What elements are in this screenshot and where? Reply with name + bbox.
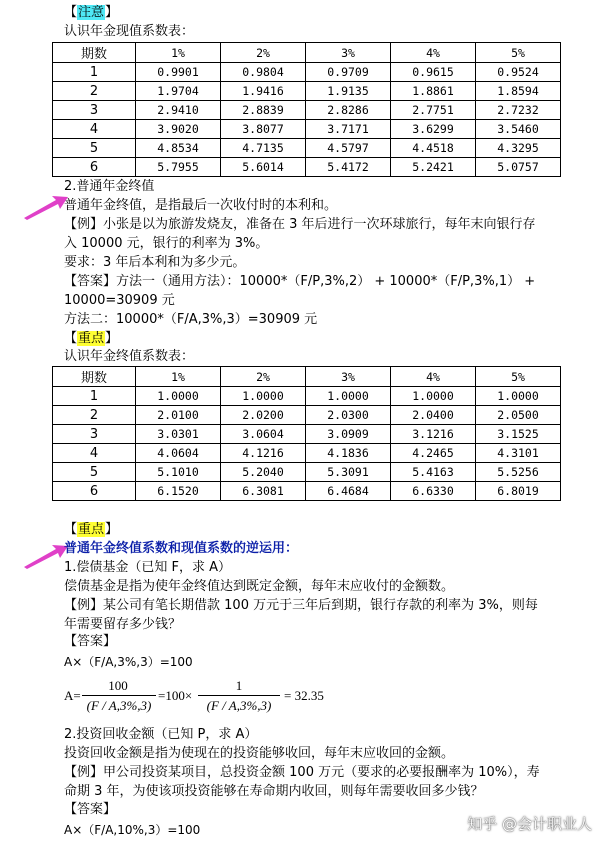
table-cell: 5 [53,463,136,482]
table-cell: 1.8594 [476,82,561,101]
table-header-cell: 1% [136,367,221,387]
table-cell: 2.0100 [136,406,221,425]
pointer-arrow-icon-2 [22,543,70,569]
table-cell: 4.1836 [306,444,391,463]
table-cell: 1 [53,63,136,82]
table-cell: 5.7955 [136,158,221,177]
fraction-result: = 32.35 [284,688,324,703]
table-cell: 3.5460 [476,120,561,139]
table-cell: 3.9020 [136,120,221,139]
table-cell: 4.0604 [136,444,221,463]
table-cell: 5.3091 [306,463,391,482]
table-cell: 1.0000 [306,387,391,406]
fraction-lhs: A= [64,688,81,703]
table-cell: 2.7751 [391,101,476,120]
table-cell: 1.0000 [136,387,221,406]
key-point-label-2: 重点 [78,522,105,537]
table-cell: 2.0500 [476,406,561,425]
fv-definition: 普通年金终值，是指最后一次收付时的本利和。 [64,198,338,213]
fraction-middle: =100× [158,688,193,703]
answer-tag: 【答案】 [64,274,117,289]
fv-heading: 2.普通年金终值 [64,179,155,194]
table-cell: 0.9901 [136,63,221,82]
equation-1: A×（F/A,3%,3）=100 [64,655,193,669]
table-row [53,406,561,425]
fv-table-intro: 认识年金终值系数表： [64,349,195,364]
table-cell: 4.3295 [476,139,561,158]
table-cell: 5.5256 [476,463,561,482]
example-tag-2: 【例】 [64,598,104,613]
table-cell: 6 [53,158,136,177]
example2-text: 某公司有笔长期借款 100 万元于三年后到期，银行存款的利率为 3%，则每 [103,598,538,613]
table-cell: 2.0200 [221,406,306,425]
table-header-cell: 3% [306,367,391,387]
answer-tag-2: 【答案】 [64,634,117,649]
reverse-use-title: 普通年金终值系数和现值系数的逆运用： [64,541,299,556]
table-cell: 1.0000 [391,387,476,406]
table-cell: 3.6299 [391,120,476,139]
example3-line-2: 命期 3 年，为使该项投资能够在寿命期内收回，则每年需要收回多少钱？ [64,784,484,799]
table-row [53,139,561,158]
table-cell: 6.3081 [221,482,306,501]
table-cell: 5 [53,139,136,158]
table-header-row [53,367,561,387]
table-header-cell: 5% [476,367,561,387]
table-cell: 6.8019 [476,482,561,501]
table-cell: 6.1520 [136,482,221,501]
table-cell: 2.9410 [136,101,221,120]
table-cell: 0.9615 [391,63,476,82]
note-tag: 【注意】 [64,5,119,20]
table-cell: 1.9704 [136,82,221,101]
fraction-denominator-2: (F / A,3%,3) [206,698,272,713]
table-cell: 3.1525 [476,425,561,444]
table-row [53,158,561,177]
fraction-bar-1 [82,695,156,696]
table-cell: 2.8286 [306,101,391,120]
pointer-arrow-icon [22,194,70,220]
table-header-cell: 5% [476,43,561,63]
table-row [53,482,561,501]
example2-line-1 [64,597,538,615]
table-cell: 3.7171 [306,120,391,139]
table-cell: 5.4172 [306,158,391,177]
key-point-tag-2: 【重点】 [64,522,119,537]
fv-coefficient-table [52,366,561,501]
requirement: 要求：3 年后本利和为多少元。 [64,255,246,270]
table-header-cell: 4% [391,367,476,387]
table-cell: 5.2421 [391,158,476,177]
fraction-denominator-1: (F / A,3%,3) [86,698,152,713]
table-row [53,101,561,120]
example2-line-2: 年需要留存多少钱？ [64,617,182,632]
table-cell: 3 [53,101,136,120]
table-row [53,82,561,101]
table-cell: 6 [53,482,136,501]
example-text: 小张是以为旅游发烧友，准备在 3 年后进行一次环球旅行，每年末向银行存 [103,217,536,232]
table-cell: 6.4684 [306,482,391,501]
table-cell: 2.7232 [476,101,561,120]
table-cell: 5.4163 [391,463,476,482]
sinking-fund-definition: 偿债基金是指为使年金终值达到既定金额，每年末应收付的金额数。 [64,579,455,594]
example3-text: 甲公司投资某项目，总投资金额 100 万元（要求的必要报酬率为 10%），寿 [103,765,540,780]
table-cell: 6.6330 [391,482,476,501]
table-header-cell: 2% [221,367,306,387]
key-point-tag: 【重点】 [64,331,119,346]
table-header-cell: 期数 [53,43,136,63]
table-header-cell: 2% [221,43,306,63]
table-cell: 3.0909 [306,425,391,444]
answer-tag-3: 【答案】 [64,802,117,817]
answer-text: 方法一（通用方法）：10000*（F/P,3%,2） + 10000*（F/P,3%,1） + [116,274,536,289]
sinking-fund-heading: 1.偿债基金（已知 F，求 A） [64,560,232,575]
table-row [53,444,561,463]
table-cell: 2 [53,82,136,101]
table-cell: 4 [53,444,136,463]
table-header-cell: 期数 [53,367,136,387]
table-cell: 3.0604 [221,425,306,444]
capital-recovery-heading: 2.投资回收金额（已知 P，求 A） [64,727,258,742]
example-line-1 [64,216,536,234]
answer-line-3: 方法二：10000*（F/A,3%,3）=30909 元 [64,312,318,327]
example-line-2: 入 10000 元，银行的利率为 3%。 [64,236,269,251]
table-header-cell: 1% [136,43,221,63]
answer-line-2: 10000=30909 元 [64,293,175,308]
table-cell: 1 [53,387,136,406]
example3-line-1 [64,764,540,782]
table-cell: 3.8077 [221,120,306,139]
table-cell: 4.2465 [391,444,476,463]
table-cell: 2.8839 [221,101,306,120]
note-label: 注意 [78,5,105,20]
table-header-cell: 3% [306,43,391,63]
watermark: 知乎 @会计职业人 [467,815,592,833]
answer-line-1 [64,273,535,291]
table-row [53,463,561,482]
table-cell: 4 [53,120,136,139]
fraction-numerator-2: 1 [235,678,243,693]
example-tag-3: 【例】 [64,765,104,780]
table-cell: 3 [53,425,136,444]
table-header-cell: 4% [391,43,476,63]
table-cell: 4.5797 [306,139,391,158]
table-row [53,120,561,139]
table-cell: 2.0300 [306,406,391,425]
table-cell: 3.0301 [136,425,221,444]
table-cell: 1.0000 [476,387,561,406]
table-cell: 1.9416 [221,82,306,101]
table-cell: 2 [53,406,136,425]
pv-table-intro: 认识年金现值系数表： [64,24,195,39]
table-cell: 3.1216 [391,425,476,444]
capital-recovery-definition: 投资回收金额是指为使现在的投资能够收回，每年末应收回的金额。 [64,746,455,761]
table-row [53,425,561,444]
table-cell: 5.2040 [221,463,306,482]
table-header-row [53,43,561,63]
example-tag: 【例】 [64,217,104,232]
table-cell: 0.9524 [476,63,561,82]
pv-coefficient-table [52,42,561,177]
table-cell: 1.0000 [221,387,306,406]
equation-2: A×（F/A,10%,3）=100 [64,823,201,837]
table-cell: 1.8861 [391,82,476,101]
table-cell: 4.8534 [136,139,221,158]
table-cell: 0.9804 [221,63,306,82]
table-cell: 5.1010 [136,463,221,482]
table-cell: 4.7135 [221,139,306,158]
table-cell: 4.1216 [221,444,306,463]
table-cell: 4.3101 [476,444,561,463]
fraction-bar-2 [198,695,280,696]
table-cell: 4.4518 [391,139,476,158]
table-cell: 0.9709 [306,63,391,82]
table-cell: 1.9135 [306,82,391,101]
table-cell: 2.0400 [391,406,476,425]
table-row [53,387,561,406]
key-point-label: 重点 [78,331,105,346]
fraction-numerator-1: 100 [108,678,128,693]
table-row [53,63,561,82]
table-cell: 5.6014 [221,158,306,177]
table-cell: 5.0757 [476,158,561,177]
